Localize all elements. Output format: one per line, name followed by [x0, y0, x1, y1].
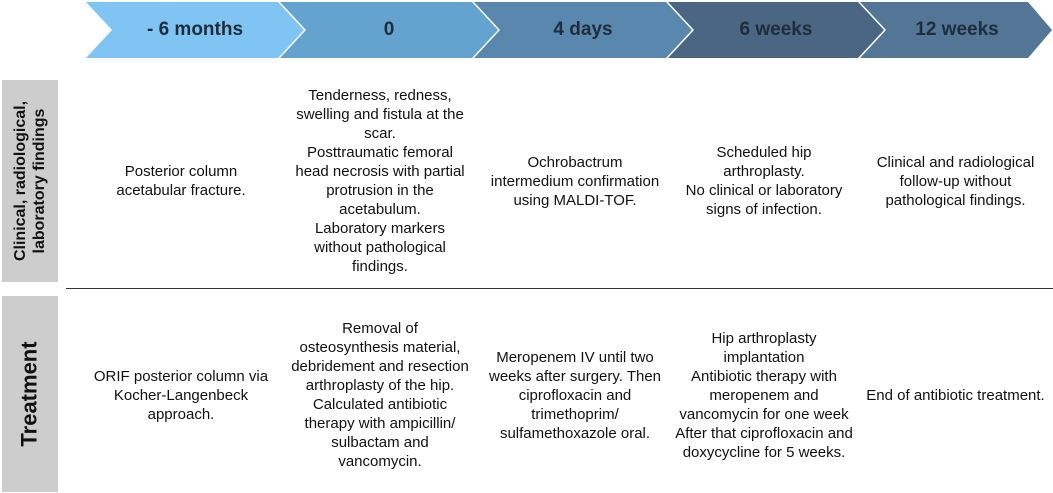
text-line: Calculated antibiotic — [312, 396, 448, 413]
text-line: meropenem and — [709, 386, 819, 404]
findings-cell-4-days — [470, 84, 680, 278]
timeline-label-1: - 6 months — [146, 19, 244, 40]
text-line: Kocher-Langenbeck — [113, 386, 249, 404]
timeline-label-2: 0 — [383, 19, 395, 40]
text-line: pathological findings. — [885, 191, 1026, 209]
text-line: Scheduled hip — [716, 144, 812, 161]
text-line: laboratory findings — [31, 108, 49, 254]
text-line: Clinical, radiological, — [12, 100, 30, 262]
timeline-label-3: 4 days — [553, 19, 613, 40]
row-divider — [66, 288, 1053, 289]
timeline-label-5: 12 weeks — [915, 19, 999, 40]
text-line: ciprofloxacin and — [518, 386, 632, 404]
text-line: vancomycin. — [338, 453, 422, 470]
text-line: ORIF posterior column via — [93, 367, 269, 385]
text-line: weeks after surgery. Then — [488, 367, 662, 385]
text-line: acetabular fracture. — [116, 182, 246, 199]
text-line: No clinical or laboratory — [685, 182, 843, 199]
text-line: Tenderness, redness, — [308, 87, 452, 104]
text-line: Antibiotic therapy with — [691, 367, 837, 385]
treatment-cell-minus-6-months — [72, 300, 290, 490]
row-label-findings-text — [11, 101, 49, 261]
text-line: doxycycline for 5 weeks. — [682, 443, 846, 461]
text-line: osteosynthesis material, — [299, 339, 461, 356]
treatment-cell-4-days — [470, 300, 680, 490]
text-line: swelling and fistula at the — [296, 106, 464, 123]
row-label-treatment-text — [17, 341, 43, 446]
timeline-label-4: 6 weeks — [739, 19, 813, 40]
text-line: debridement and resection — [291, 358, 469, 375]
text-line: vancomycin for one week — [679, 405, 849, 423]
text-line: signs of infection. — [706, 201, 822, 218]
text-line: acetabulum. — [339, 201, 421, 218]
treatment-cell-12-weeks — [858, 300, 1053, 490]
text-line: protrusion in the — [326, 182, 434, 199]
text-line: follow-up without — [899, 172, 1012, 190]
text-line: arthroplasty of the hip. — [305, 377, 455, 394]
text-line: scar. — [364, 125, 396, 142]
text-line: implantation — [723, 348, 805, 366]
text-line: Treatment — [17, 341, 42, 447]
text-line: Ochrobactrum — [527, 153, 623, 171]
text-line: findings. — [352, 258, 408, 275]
text-line: Hip arthroplasty — [711, 329, 817, 347]
text-line: End of antibiotic treatment. — [866, 386, 1045, 404]
text-line: intermedium confirmation — [490, 172, 660, 190]
text-line: Laboratory markers — [314, 220, 446, 237]
findings-cell-6-weeks — [668, 84, 860, 278]
text-line: Meropenem IV until two — [496, 348, 654, 366]
text-line: Removal of — [342, 320, 418, 337]
findings-cell-minus-6-months — [72, 84, 290, 278]
text-line: arthroplasty. — [723, 163, 805, 180]
text-line: After that ciprofloxacin and — [675, 424, 853, 442]
text-line: Clinical and radiological — [876, 153, 1035, 171]
text-line: without pathological — [314, 239, 446, 256]
text-line: sulbactam and — [331, 434, 429, 451]
text-line: trimethoprim/ — [531, 405, 619, 423]
treatment-cell-6-weeks — [668, 300, 860, 490]
findings-cell-12-weeks — [858, 84, 1053, 278]
row-label-treatment — [2, 296, 58, 492]
text-line: sulfamethoxazole oral. — [499, 424, 651, 442]
text-line: Posttraumatic femoral — [307, 144, 453, 161]
findings-cell-day-0 — [280, 84, 480, 278]
text-line: Posterior column — [124, 163, 238, 180]
text-line: using MALDI-TOF. — [513, 191, 637, 209]
text-line: head necrosis with partial — [295, 163, 465, 180]
row-label-findings — [2, 80, 58, 282]
treatment-cell-day-0 — [280, 300, 480, 490]
text-line: approach. — [147, 405, 215, 423]
text-line: therapy with ampicillin/ — [304, 415, 456, 432]
